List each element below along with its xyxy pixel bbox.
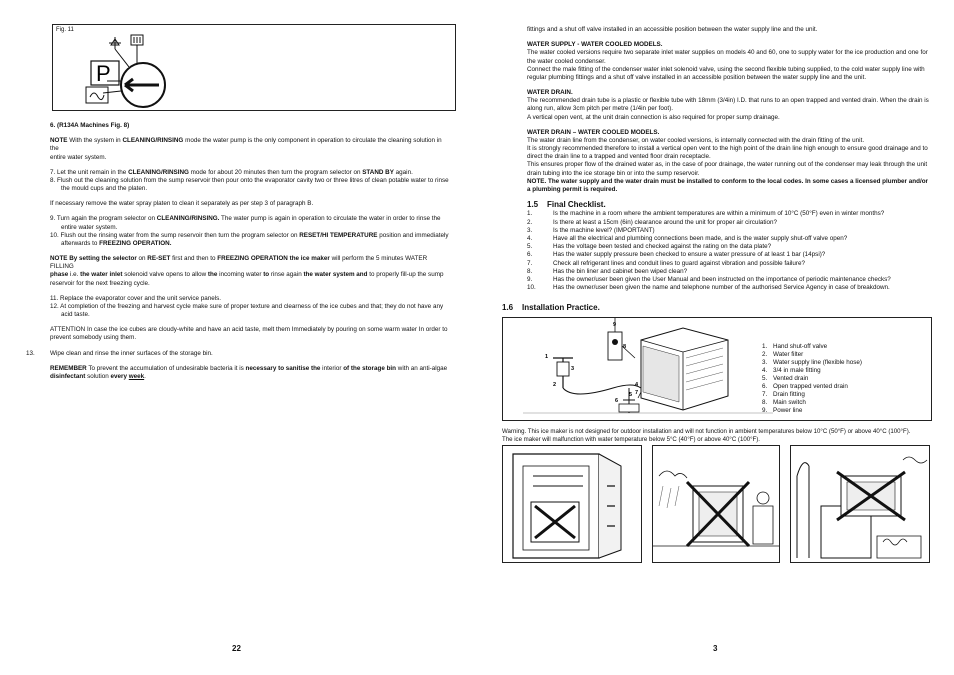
cold-room-illustration (503, 446, 642, 563)
checklist-item: 5. Has the voltage been tested and checked against the rating on the data plate? (527, 243, 772, 251)
legend-item: 6. Open trapped vented drain (762, 383, 848, 391)
step-12-cont: acid taste. (61, 311, 90, 319)
water-supply-p1: The water cooled versions require two separate inlet water supplies on models 40 and 60, one to supply water for the ice production and one for the water cooled condenser. (527, 49, 928, 65)
legend-item: 7. Drain fitting (762, 391, 805, 399)
step-8-cont: the mould cups and the platen. (61, 185, 148, 193)
callout-3: 3 (571, 366, 575, 372)
callout-1: 1 (545, 354, 549, 360)
note-reset: NOTE By setting the selector on RE-SET first and then to FREEZING OPERATION the ice maker will perform the 5 minutes WATER FILLING (50, 255, 428, 271)
installation-diagram (502, 317, 932, 421)
intro-text: fittings and a shut off valve installed in an accessible position between the water supply line and the unit. (527, 26, 818, 33)
step-12: 12. At completion of the freezing and harvest cycle make sure of proper texture and clearness of the ice cubes and that; they do not have any (50, 302, 444, 310)
callout-4: 4 (635, 382, 639, 388)
legend-item: 5. Vented drain (762, 375, 809, 383)
step-13: 13. Wipe clean and rinse the inner surfaces of the storage bin. (26, 349, 213, 357)
callout-9: 9 (613, 322, 617, 328)
checklist-item: 1. Is the machine in a room where the ambient temperatures are within a minimum of 10°C (50°F) even in winter months? (527, 210, 885, 218)
checklist-item: 7. Check all refrigerant lines and conduit lines to guard against vibration and possible failure? (527, 259, 806, 267)
legend-item: 4. 3/4 in male fitting (762, 367, 821, 375)
section-1-6-title: 1.6 Installation Practice. (502, 303, 600, 312)
checklist-item: 4. Have all the electrical and plumbing connections been made, and is the water supply shut-off valve open? (527, 235, 848, 242)
water-supply-p2: Connect the male fitting of the condenser water inlet solenoid valve, using the second flexible tubing supplied, to the cold water supply line with regular plumbing fittings and a shut off valve installed in an accessible position between the water supply line and the unit. (527, 65, 925, 81)
legend-item: 9. Power line (762, 407, 803, 415)
final-checklist (527, 210, 932, 292)
installation-illustration (523, 318, 773, 420)
note-reset-end: reservoir for the next freezing cycle. (50, 279, 150, 287)
warning-text (502, 428, 932, 444)
checklist-item: 2. Is there at least a 15cm (6in) clearance around the unit for proper air circulation? (527, 218, 778, 226)
legend-item: 3. Water supply line (flexible hose) (762, 359, 863, 367)
step-7: 7. Let the unit remain in the CLEANING/RINSING mode for about 20 minutes then turn the program selector on STAND BY again. (50, 168, 413, 176)
step-8: 8. Flush out the cleaning solution from the sump reservoir then pour onto the evaporator cavity two or three litres of clean potable water to rinse (50, 176, 449, 184)
step-11: 11. Replace the evaporator cover and the unit service panels. (50, 294, 222, 302)
water-drain-cooled-title: WATER DRAIN – WATER COOLED MODELS. (527, 128, 660, 136)
water-drain-cooled-p1: The water drain line from the condenser, on water cooled versions, is internally connected with the drain fitting of the unit. (527, 136, 865, 144)
figure-caption: Fig. 11 (56, 27, 74, 33)
legend-item: 2. Water filter (762, 351, 804, 359)
scene-outdoor (652, 445, 780, 563)
callout-8: 8 (623, 344, 627, 350)
page-number-left: 22 (232, 644, 241, 653)
note-cleaning-cont: entire water system. (50, 153, 107, 161)
step-9: 9. Turn again the program selector on CLEANING/RINSING. The water pump is again in operation to circulate the water in order to rinse the (50, 215, 441, 223)
left-column-text (26, 122, 450, 381)
water-drain-title: WATER DRAIN. (527, 89, 573, 97)
right-page (477, 0, 954, 675)
callout-5: 5 (629, 392, 633, 398)
installation-legend (762, 343, 862, 415)
legend-item: 8. Main switch (762, 399, 806, 407)
checklist-item: 3. Is the machine level? (IMPORTANT) (527, 226, 655, 234)
note-cleaning: NOTE With the system in CLEANING/RINSING mode the water pump is the only component in operation to circulate the cleaning solution in the (50, 137, 442, 153)
water-drain-p2: A vertical open vent, at the unit drain connection is also required for proper sump drainage. (527, 113, 780, 121)
attention-note: ATTENTION In case the ice cubes are cloudy-white and have an acid taste, melt them Immediately by pouring on some warm water In order to prevent somebody using them. (50, 326, 448, 342)
figure-11 (52, 24, 456, 111)
right-column-text (527, 26, 932, 292)
program-selector-diagram (81, 29, 201, 111)
heat-illustration (791, 446, 930, 563)
checklist-item: 8. Has the bin liner and cabinet been wiped clean? (527, 267, 688, 275)
remember-note: REMEMBER To prevent the accumulation of undesirable bacteria it is necessary to sanitise the interior of the storage bin with an anti-algae disinfectant solution every week. (50, 364, 448, 380)
checklist-item: 6. Has the water supply pressure been checked to ensure a water pressure of at least 1 bar (14psi)? (527, 251, 826, 259)
water-drain-cooled-note: NOTE. The water supply and the water drain must be installed to conform to the local codes. In some cases a licensed plumber and/or a plumbing permit is required. (527, 177, 928, 193)
step-10-cont: afterwards to FREEZING OPERATION. (61, 239, 172, 247)
section-6-title: 6. (R134A Machines Fig. 8) (50, 122, 130, 129)
water-supply-title: WATER SUPPLY - WATER COOLED MODELS. (527, 41, 663, 49)
warning-ambient: Warning. This ice maker is not designed for outdoor installation and will not function in ambient temperatures below 10°C (50°F) or above 40°C (100°F). (502, 428, 911, 435)
section-1-5-title: 1.5 Final Checklist. (527, 200, 606, 210)
water-drain-cooled-p3: This ensures proper flow of the drained water as, in the case of poor drainage, the water running out of the condenser may leak through the unit drain tubing into the ice storage bin or into the sump reservoir. (527, 161, 928, 177)
scene-cold-room (502, 445, 642, 563)
warning-water-temp: The ice maker will malfunction with water temperature below 5°C (40°F) or above 40°C (100°F). (502, 435, 760, 443)
step-9-cont: entire water system. (61, 223, 118, 231)
callout-6: 6 (615, 398, 619, 404)
page-number-right: 3 (713, 644, 718, 653)
checklist-item: 9. Has the owner/user been given the User Manual and been instructed on the importance of periodic maintenance checks? (527, 275, 891, 283)
legend-item: 1. Hand shut-off valve (762, 343, 828, 350)
checklist-item: 10. Has the owner/user been given the name and telephone number of the authorised Service Agency in case of breakdown. (527, 284, 890, 292)
outdoor-illustration (653, 446, 780, 563)
callout-7: 7 (635, 390, 639, 396)
scene-heat (790, 445, 930, 563)
spray-platen-note: If necessary remove the water spray platen to clean it separately as per step 3 of paragraph B. (50, 200, 314, 208)
water-drain-p1: The recommended drain tube is a plastic or flexible tube with 18mm (3/4in) I.D. that runs to an open trapped and vented drain. When the drain is along run, allow 3cm pitch per metre (1/4in per foot). (527, 97, 929, 113)
note-reset-cont: phase i.e. the water inlet solenoid valve opens to allow the incoming water to rinse again the water system and to properly fill-up the sump (50, 271, 444, 279)
svg-text:P: P (96, 61, 111, 86)
callout-2: 2 (553, 382, 557, 388)
step-10: 10. Flush out the rinsing water from the sump reservoir then turn the program selector on RESET/HI TEMPERATURE position and immediately (50, 231, 449, 239)
water-drain-cooled-p2: It is strongly recommended therefore to install a vertical open vent to the high point of the drain line high enough to ensure good drainage and to direct the drain line to a trapped and vented floor drain receptacle. (527, 145, 928, 161)
